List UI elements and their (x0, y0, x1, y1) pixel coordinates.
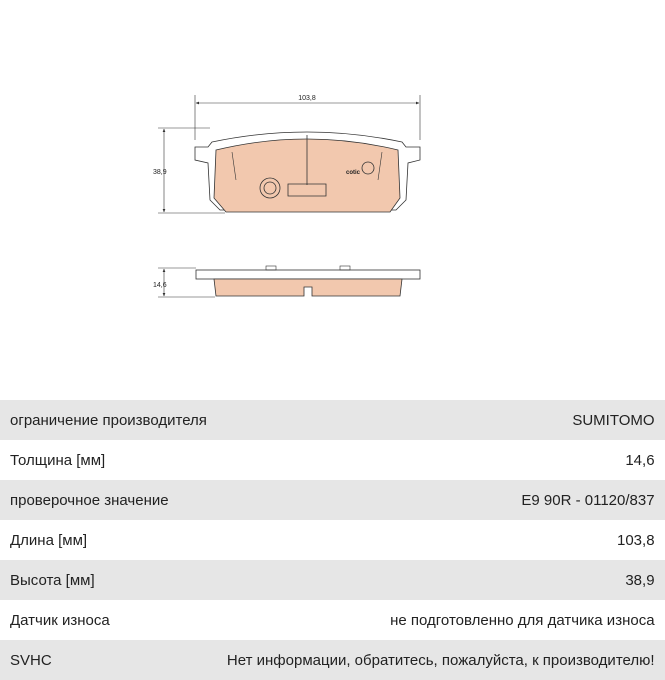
table-row (0, 600, 665, 640)
spec-value: 103,8 (217, 520, 665, 560)
table-row (0, 520, 665, 560)
side-view (196, 266, 420, 296)
spec-value: SUMITOMO (217, 400, 665, 440)
thickness-dimension (153, 268, 215, 297)
spec-label: SVHC (0, 640, 217, 680)
specifications-table (0, 400, 665, 680)
spec-label: Длина [мм] (0, 520, 217, 560)
spec-label: Высота [мм] (0, 560, 217, 600)
spec-value: 14,6 (217, 440, 665, 480)
height-dimension (153, 128, 225, 213)
spec-value: не подготовленно для датчика износа (217, 600, 665, 640)
spec-value: Нет информации, обратитесь, пожалуйста, к производителю! (217, 640, 665, 680)
length-dimension (195, 95, 420, 140)
spec-label: Датчик износа (0, 600, 217, 640)
thickness-label: 14,6 (153, 282, 167, 289)
spec-value: 38,9 (217, 560, 665, 600)
spec-value: E9 90R - 01120/837 (217, 480, 665, 520)
table-row (0, 400, 665, 440)
table-row (0, 640, 665, 680)
spec-label: Толщина [мм] (0, 440, 217, 480)
spec-label: проверочное значение (0, 480, 217, 520)
table-row (0, 560, 665, 600)
table-row (0, 480, 665, 520)
rivet-hole (260, 178, 280, 198)
length-label: 103,8 (298, 95, 316, 102)
table-row (0, 440, 665, 480)
height-label: 38,9 (153, 169, 167, 176)
spec-label: ограничение производителя (0, 400, 217, 440)
logo-text: cotic (346, 170, 361, 176)
